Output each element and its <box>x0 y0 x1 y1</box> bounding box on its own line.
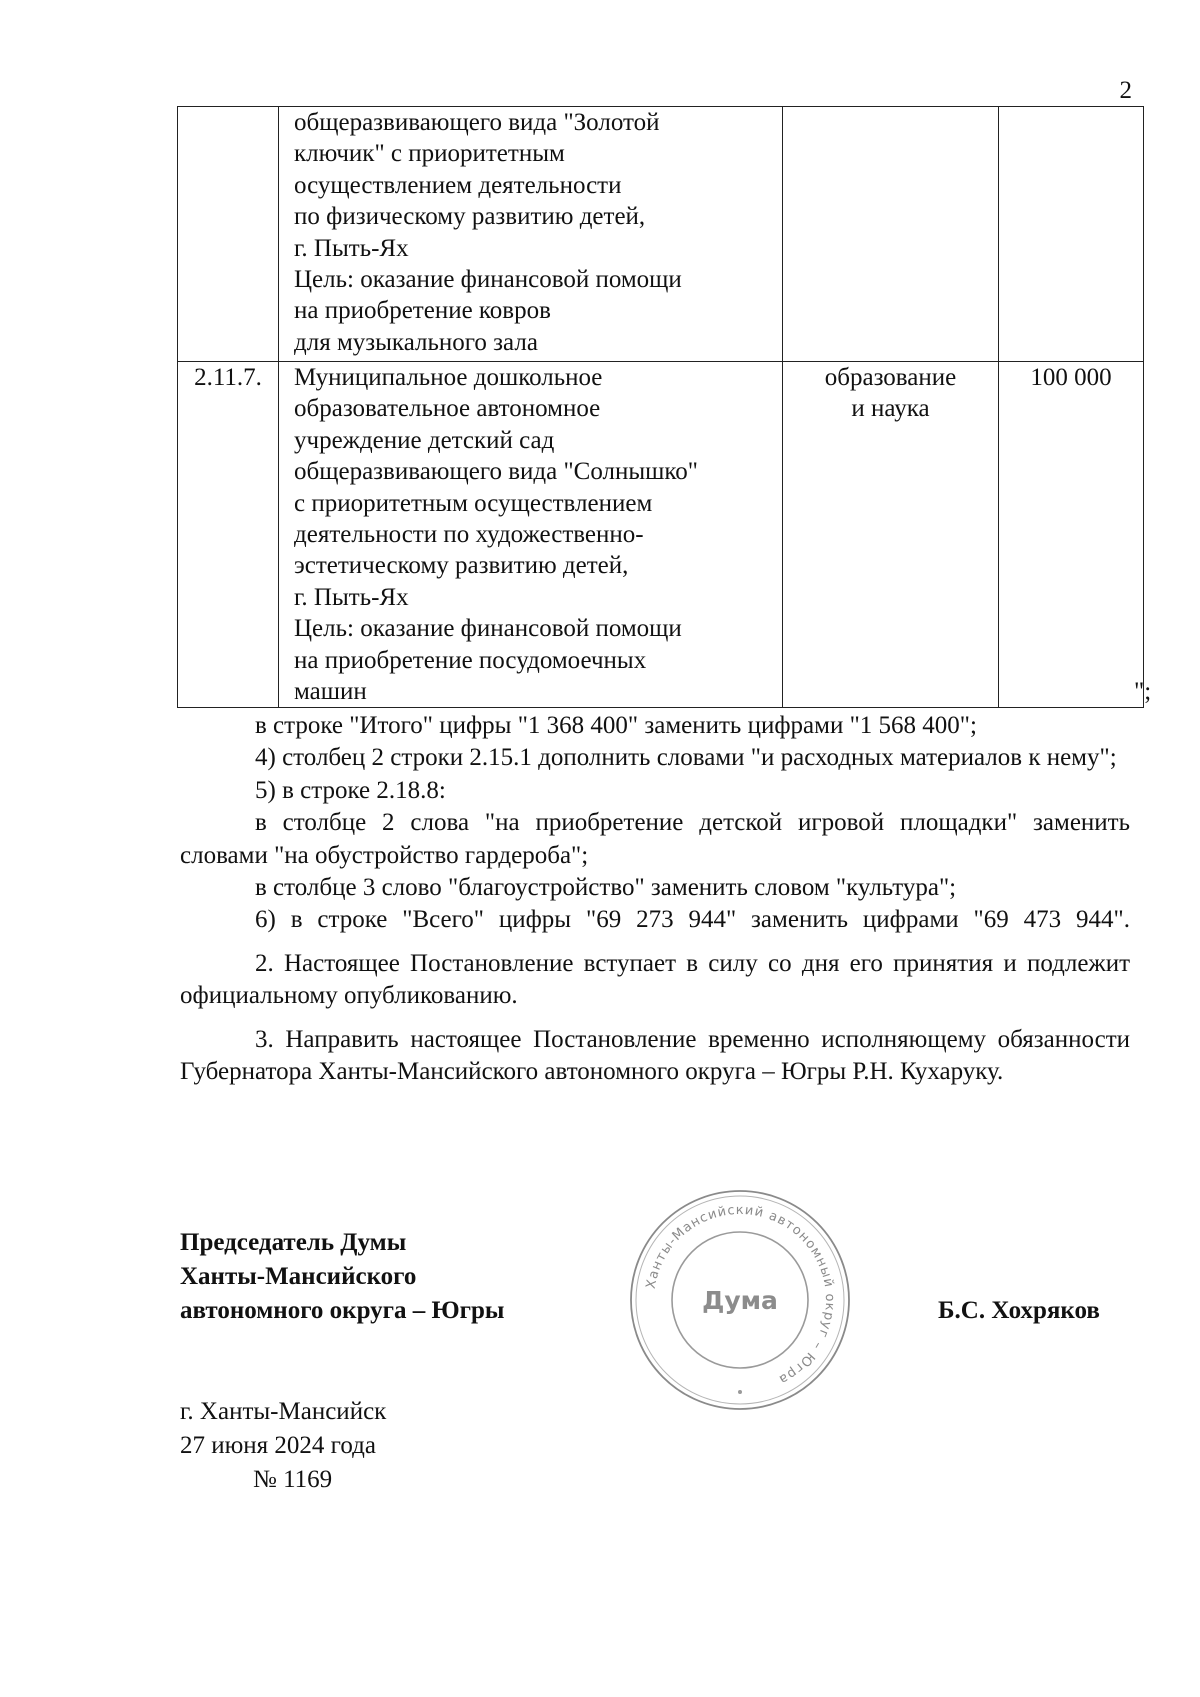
document-number: № 1169 <box>253 1466 333 1493</box>
document-body <box>180 710 1130 1088</box>
table-row <box>178 362 1144 708</box>
description-line: общеразвивающего вида "Солнышко" <box>294 458 698 486</box>
paragraph: в строке "Итого" цифры "1 368 400" заменить цифрами "1 568 400"; <box>255 712 977 739</box>
seal-star <box>738 1390 742 1394</box>
description-line: деятельности по художественно- <box>294 521 644 549</box>
category-line: образование <box>824 364 957 391</box>
description-line: на приобретение ковров <box>294 297 551 325</box>
description-line: с приоритетным осуществлением <box>294 489 653 517</box>
paragraph: 3. Направить настоящее Постановление временно исполняющему обязанности Губернатора Ханты-Мансийского автономного округа – Югры Р.Н. Кухаруку. <box>180 1025 1130 1086</box>
seal-center-text: Дума <box>702 1286 778 1315</box>
description-line: машин <box>294 678 367 706</box>
description-line: эстетическому развитию детей, <box>294 552 629 580</box>
description-line: по физическому развитию детей, <box>294 203 646 231</box>
description-line: г. Пыть-Ях <box>294 234 409 262</box>
amount-cell: 100 000 <box>999 362 1144 708</box>
seal-ring-text: Ханты-Мансийский автономный округ – Югра <box>643 1202 838 1388</box>
category-cell <box>783 107 999 362</box>
signatory-name: Б.С. Хохряков <box>938 1297 1100 1324</box>
description-cell <box>279 362 783 708</box>
description-line: для музыкального зала <box>294 328 538 356</box>
table-row <box>178 107 1144 362</box>
description-cell <box>279 107 783 362</box>
description-line: г. Пыть-Ях <box>294 583 409 611</box>
description-line: образовательное автономное <box>294 395 601 423</box>
date: 27 июня 2024 года <box>180 1432 376 1459</box>
official-seal <box>625 1185 855 1415</box>
city: г. Ханты-Мансийск <box>180 1398 387 1425</box>
signatory-title-line: Ханты-Мансийского <box>180 1263 417 1290</box>
signatory-title-line: Председатель Думы <box>180 1229 407 1256</box>
row-number-cell: 2.11.7. <box>178 362 279 708</box>
description-line: Цель: оказание финансовой помощи <box>294 266 682 294</box>
description-line: общеразвивающего вида "Золотой <box>294 109 660 136</box>
description-line: учреждение детский сад <box>294 426 555 454</box>
description-line: Муниципальное дошкольное <box>294 364 603 391</box>
row-number-cell <box>178 107 279 362</box>
page-number: 2 <box>1119 77 1132 104</box>
paragraph: 4) столбец 2 строки 2.15.1 дополнить словами "и расходных материалов к нему"; <box>255 744 1117 772</box>
paragraph: в столбце 2 слова "на приобретение детской игровой площадки" заменить словами "на обустройство гардероба"; <box>180 809 1130 869</box>
amendment-table <box>177 106 1144 708</box>
description-line: на приобретение посудомоечных <box>294 646 647 674</box>
table-closing-mark: "; <box>1134 678 1152 705</box>
paragraph: 2. Настоящее Постановление вступает в силу со дня его принятия и подлежит официальному опубликованию. <box>180 949 1130 1010</box>
amount-cell <box>999 107 1144 362</box>
category-cell <box>783 362 999 708</box>
paragraph: 6) в строке "Всего" цифры "69 273 944" заменить цифрами "69 473 944". <box>255 906 1130 934</box>
paragraph: 5) в строке 2.18.8: <box>255 776 446 804</box>
category-line: и наука <box>851 395 930 423</box>
description-line: осуществлением деятельности <box>294 171 622 199</box>
signatory-title-line: автономного округа – Югры <box>180 1297 505 1324</box>
description-line: Цель: оказание финансовой помощи <box>294 615 682 643</box>
signatory-title <box>180 1226 504 1328</box>
paragraph: в столбце 3 слово "благоустройство" заменить словом "культура"; <box>255 874 957 902</box>
place-and-date <box>180 1395 386 1497</box>
description-line: ключик" с приоритетным <box>294 140 565 168</box>
